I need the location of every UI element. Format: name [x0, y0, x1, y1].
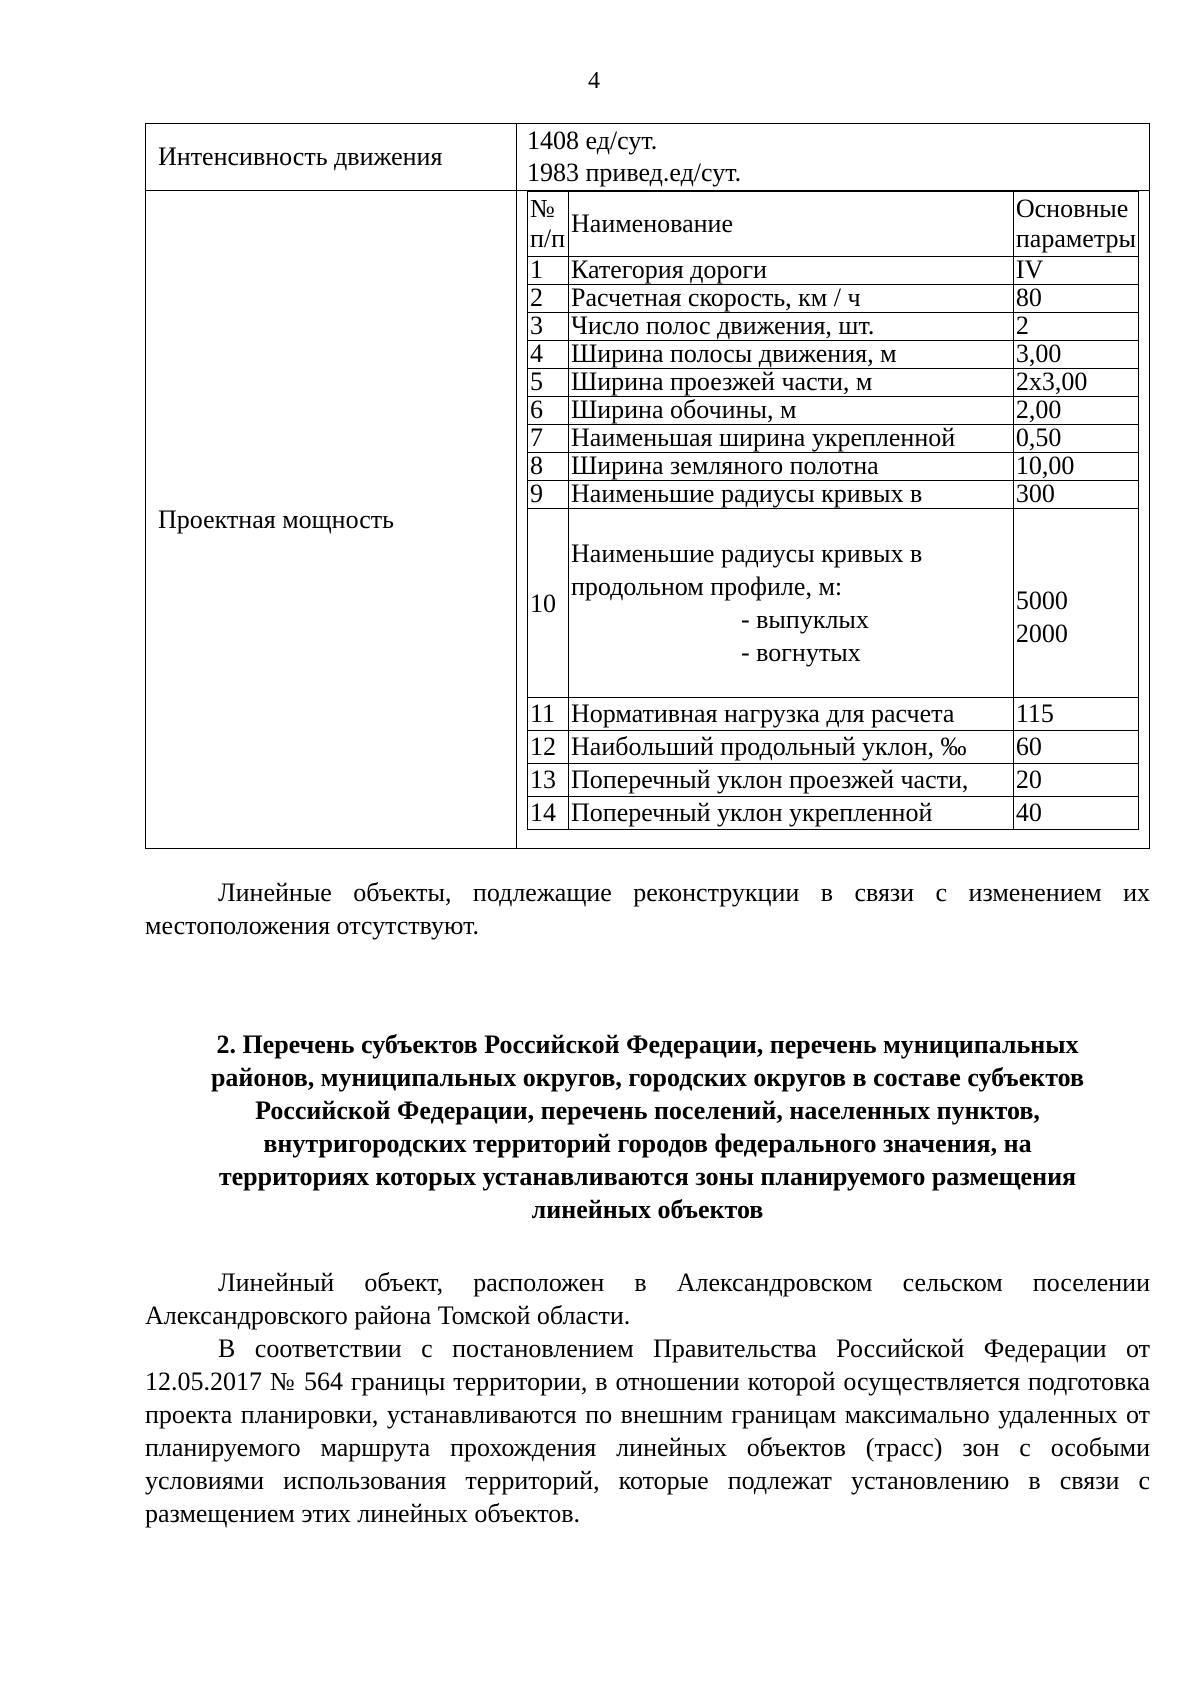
header-params: Основные параметры: [1013, 192, 1138, 257]
capacity-inner-cell: [517, 191, 1150, 849]
row-value: 80: [1013, 285, 1138, 313]
row-name: Наибольший продольный уклон, ‰: [569, 731, 1014, 764]
table-row: [528, 797, 1139, 830]
row-value: 2x3,00: [1013, 369, 1138, 397]
row-num: 7: [528, 425, 569, 453]
table-row: [528, 481, 1139, 509]
row-num: 14: [528, 797, 569, 830]
row-value: 0,50: [1013, 425, 1138, 453]
table-row: [528, 341, 1139, 369]
row-value: 2: [1013, 313, 1138, 341]
table-row-traffic: [146, 124, 1150, 191]
traffic-value-2: 1983 привед.ед/сут.: [527, 158, 742, 187]
table-row: [528, 369, 1139, 397]
row-value: IV: [1013, 257, 1138, 285]
row-value: 60: [1013, 731, 1138, 764]
row-num: 9: [528, 481, 569, 509]
section-heading: [145, 1028, 1150, 1226]
table-row: [528, 731, 1139, 764]
row-name: Нормативная нагрузка для расчета: [569, 698, 1014, 731]
heading-line: линейных объектов: [531, 1195, 764, 1224]
row-num: 1: [528, 257, 569, 285]
table-row: [528, 313, 1139, 341]
row-value: 40: [1013, 797, 1138, 830]
paragraph-location: [145, 1266, 1150, 1530]
header-name: Наименование: [569, 192, 1014, 257]
row-value: 2,00: [1013, 397, 1138, 425]
heading-line: Российской Федерации, перечень поселений, населенных пунктов,: [255, 1096, 1040, 1125]
row-name-line: - вогнутых: [741, 638, 861, 667]
paragraph-text: В соответствии с постановлением Правительства Российской Федерации от 12.05.2017 № 564 границы территории, в отношении которой осуществляется подготовка проекта планировки, устанавливаются по внешним границам максимально удаленных от планируемого маршрута прохождения линейных объектов (трасс) зон с особыми условиями использования территорий, которые подлежат установлению в связи с размещением этих линейных объектов.: [145, 1334, 1150, 1528]
heading-line: внутригородских территорий городов федерального значения, на: [263, 1129, 1032, 1158]
row-num: 4: [528, 341, 569, 369]
row-name: Категория дороги: [569, 257, 1014, 285]
row-name: Ширина проезжей части, м: [569, 369, 1014, 397]
row-value: [1013, 509, 1138, 698]
row-name: Число полос движения, шт.: [569, 313, 1014, 341]
capacity-label: Проектная мощность: [146, 191, 517, 849]
page-number: 4: [588, 68, 600, 94]
traffic-values: [517, 124, 1150, 191]
row-name-line: Наименьшие радиусы кривых в: [571, 539, 923, 568]
row-num: 6: [528, 397, 569, 425]
heading-line: 2. Перечень субъектов Российской Федерации, перечень муниципальных: [216, 1030, 1079, 1059]
row-num: 13: [528, 764, 569, 797]
inner-header-row: [528, 192, 1139, 257]
row-num: 10: [528, 509, 569, 698]
row-num: 8: [528, 453, 569, 481]
row-name: Ширина полосы движения, м: [569, 341, 1014, 369]
row-num: 3: [528, 313, 569, 341]
row-value: 3,00: [1013, 341, 1138, 369]
traffic-label: Интенсивность движения: [146, 124, 517, 191]
table-row: [528, 509, 1139, 698]
heading-line: территориях которых устанавливаются зоны планируемого размещения: [218, 1162, 1077, 1191]
row-value: 115: [1013, 698, 1138, 731]
row-name: Поперечный уклон проезжей части,: [569, 764, 1014, 797]
table-row: [528, 285, 1139, 313]
traffic-value-1: 1408 ед/сут.: [527, 126, 658, 155]
row-name-line: - выпуклых: [741, 605, 869, 634]
row-name: [569, 509, 1014, 698]
row-value: 20: [1013, 764, 1138, 797]
table-row-capacity: [146, 191, 1150, 849]
row-name: Ширина земляного полотна: [569, 453, 1014, 481]
header-num: № п/п: [528, 192, 569, 257]
capacity-params-table: [527, 191, 1139, 830]
row-value-line: 2000: [1015, 619, 1068, 648]
paragraph-text: Линейный объект, расположен в Александровском сельском поселении Александровского района Томской области.: [145, 1268, 1150, 1330]
heading-line: районов, муниципальных округов, городских округов в составе субъектов: [210, 1063, 1085, 1092]
table-row: [528, 698, 1139, 731]
row-name: Наименьшая ширина укрепленной: [569, 425, 1014, 453]
table-row: [528, 453, 1139, 481]
table-row: [528, 257, 1139, 285]
table-row: [528, 425, 1139, 453]
row-num: 11: [528, 698, 569, 731]
paragraph-text: Линейные объекты, подлежащие реконструкции в связи с изменением их местоположения отсутствуют.: [145, 878, 1150, 940]
row-name: Поперечный уклон укрепленной: [569, 797, 1014, 830]
row-num: 2: [528, 285, 569, 313]
row-num: 5: [528, 369, 569, 397]
row-num: 12: [528, 731, 569, 764]
paragraph-linear-objects: [145, 876, 1150, 942]
row-name: Наименьшие радиусы кривых в: [569, 481, 1014, 509]
row-value: 10,00: [1013, 453, 1138, 481]
table-row: [528, 764, 1139, 797]
row-name: Ширина обочины, м: [569, 397, 1014, 425]
table-row: [528, 397, 1139, 425]
row-name-line: продольном профиле, м:: [571, 572, 843, 601]
row-name: Расчетная скорость, км / ч: [569, 285, 1014, 313]
row-value: 300: [1013, 481, 1138, 509]
row-value-line: 5000: [1015, 586, 1068, 615]
parameters-table: [145, 123, 1150, 849]
